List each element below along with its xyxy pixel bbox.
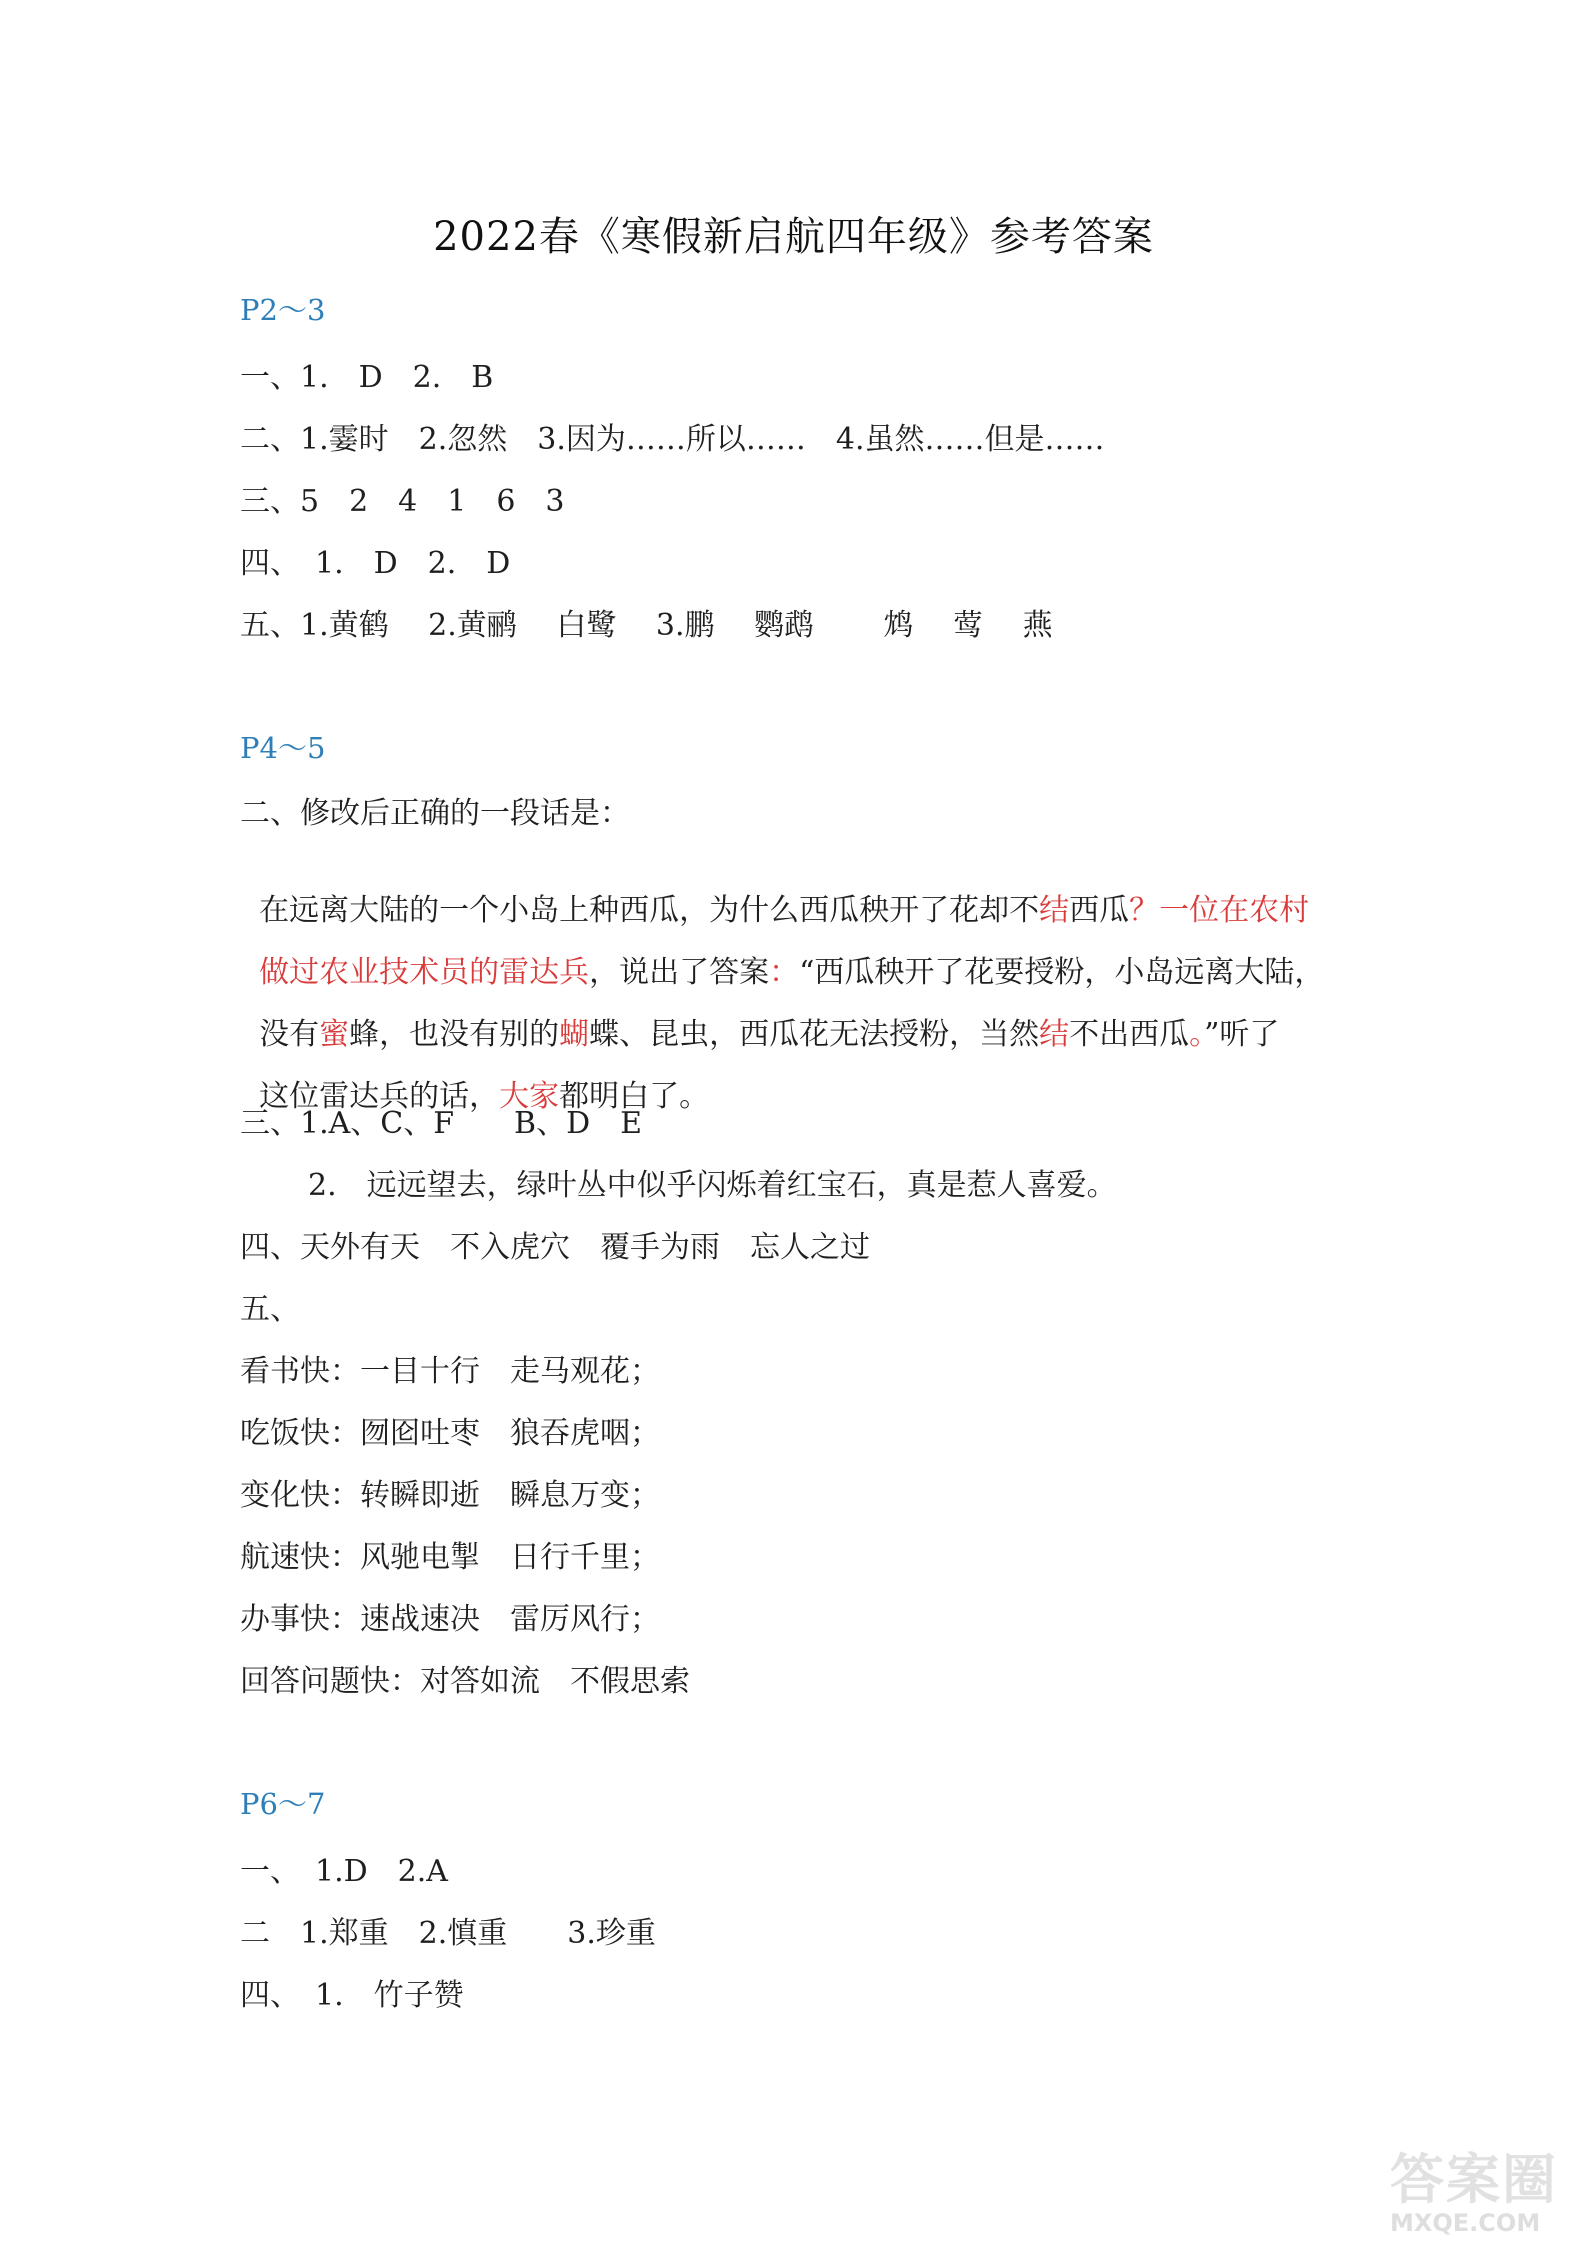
answer-line: 2. 远远望去，绿叶丛中似乎闪烁着红宝石，真是惹人喜爱。	[308, 1168, 1117, 1203]
correction-mark: 结	[1039, 1017, 1070, 1052]
watermark-url: MXQE.COM	[1390, 2209, 1541, 2237]
answer-line: 回答问题快：对答如流 不假思索	[240, 1664, 690, 1699]
site-watermark	[1390, 2150, 1575, 2240]
answer-line: 五、1.黄鹤 2.黄鹂 白鹭 3.鹏 鹦鹉 鸩 莺 燕	[240, 608, 1053, 643]
text-run: 这位雷达兵的话，	[259, 1079, 500, 1114]
answer-line: 二、修改后正确的一段话是：	[240, 796, 630, 831]
page-title: 2022春《寒假新启航四年级》参考答案	[433, 214, 1154, 260]
answer-line: 吃饭快：囫囵吐枣 狼吞虎咽；	[240, 1416, 660, 1451]
text-run: 西瓜	[1069, 893, 1130, 928]
correction-mark: 大家	[499, 1079, 560, 1114]
section-heading-p2-3: P2～3	[240, 293, 326, 327]
text-run: 没有	[259, 1017, 320, 1052]
answer-line: 三、5 2 4 1 6 3	[240, 484, 565, 519]
text-run: ，说出了答案	[589, 955, 770, 990]
answer-line: 五、	[240, 1292, 300, 1327]
correction-mark: 在农村	[1219, 893, 1310, 928]
answer-line: 一、 1.D 2.A	[240, 1854, 448, 1889]
correction-mark: 结	[1039, 893, 1070, 928]
answer-line: 一、1. D 2. B	[240, 360, 494, 395]
section-heading-p4-5: P4～5	[240, 731, 326, 765]
text-run: “西瓜秧开了花要授粉，小岛远离大陆，	[799, 955, 1325, 990]
answer-line: 四、天外有天 不入虎穴 覆手为雨 忘人之过	[240, 1230, 870, 1265]
answer-line: 二、1.霎时 2.忽然 3.因为……所以…… 4.虽然……但是……	[240, 422, 1105, 457]
text-run: 都明白了。	[559, 1079, 710, 1114]
text-run: 在远离大陆的一个小岛上种西瓜，为什么西瓜秧开了花却不	[259, 893, 1040, 928]
watermark-logo: 答案圈	[1390, 2148, 1558, 2211]
correction-mark: ？一位	[1129, 893, 1220, 928]
answer-line: 四、 1. D 2. D	[240, 546, 511, 581]
text-run: 蜂，也没有别的	[349, 1017, 560, 1052]
answer-line: 办事快：速战速决 雷厉风行；	[240, 1602, 660, 1637]
answer-line: 三、1.A、C、F B、D E	[240, 1106, 643, 1141]
answer-line: 四、 1. 竹子赞	[240, 1978, 464, 2013]
correction-mark: 蜜	[319, 1017, 350, 1052]
answer-line: 航速快：风驰电掣 日行千里；	[240, 1540, 660, 1575]
text-run: 不出西瓜	[1069, 1017, 1190, 1052]
text-run: ”听了	[1204, 1017, 1280, 1052]
answer-line: 看书快：一目十行 走马观花；	[240, 1354, 660, 1389]
answer-line: 二 1.郑重 2.慎重 3.珍重	[240, 1916, 656, 1951]
answer-line: 变化快：转瞬即逝 瞬息万变；	[240, 1478, 660, 1513]
correction-mark: 蝴	[559, 1017, 590, 1052]
correction-mark: 做过农业技术员的雷达兵	[259, 955, 590, 990]
section-heading-p6-7: P6～7	[240, 1787, 326, 1821]
correction-mark: ：	[769, 955, 800, 990]
correction-mark: 。	[1189, 1017, 1205, 1052]
text-run: 蝶、昆虫，西瓜花无法授粉，当然	[589, 1017, 1040, 1052]
